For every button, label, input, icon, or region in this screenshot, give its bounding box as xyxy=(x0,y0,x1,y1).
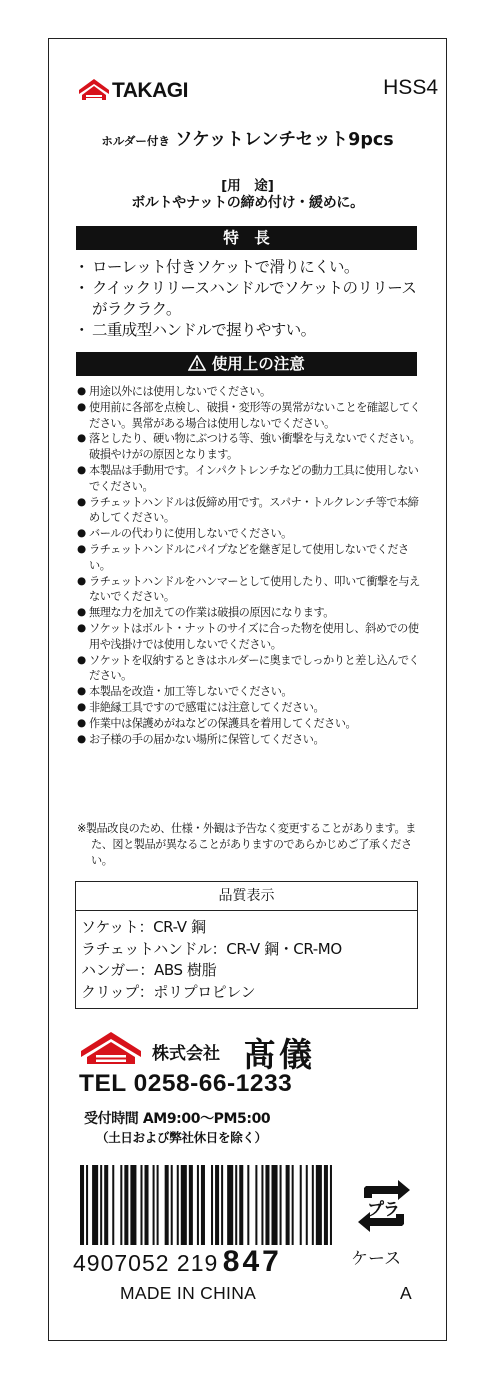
caution-item: ● バールの代わりに使用しないでください。 xyxy=(77,526,425,542)
features-list xyxy=(78,257,423,341)
warning-triangle-icon xyxy=(188,355,206,371)
barcode-bar xyxy=(189,1165,193,1245)
barcode-bar xyxy=(286,1165,290,1245)
product-title xyxy=(48,126,447,151)
company-block xyxy=(80,1031,420,1074)
caution-item: ● ラチェットハンドルにパイプなどを継ぎ足して使用しないでください。 xyxy=(77,542,425,574)
quality-table xyxy=(75,881,418,1009)
barcode-bar xyxy=(227,1165,233,1245)
barcode-bar xyxy=(92,1165,98,1245)
barcode-bar xyxy=(120,1165,122,1245)
caution-item: ● 非絶縁工具ですので感電には注意してください。 xyxy=(77,700,425,716)
feature-item: ・ クイックリリースハンドルでソケットのリリースがラクラク。 xyxy=(78,278,423,320)
barcode-bar xyxy=(100,1165,102,1245)
barcode-bar xyxy=(157,1165,159,1245)
barcode-bar xyxy=(324,1165,328,1245)
barcode-bar xyxy=(80,1165,84,1245)
usage-heading: [用 途] xyxy=(221,178,274,194)
usage-text: ボルトやナットの締め付け・緩めに。 xyxy=(131,195,364,211)
recycle-mark-text: プラ xyxy=(367,1200,399,1220)
barcode-bar xyxy=(171,1165,173,1245)
house-roof-logo-icon xyxy=(80,1031,142,1065)
caution-item: ● お子様の手の届かない場所に保管してください。 xyxy=(77,732,425,748)
barcode-digits-right: 847 xyxy=(222,1245,282,1278)
quality-item: ラチェットハンドル：CR-V 鋼・CR-MO xyxy=(81,939,342,958)
barcode-bar xyxy=(261,1165,263,1245)
recycle-label: ケース xyxy=(351,1249,402,1269)
company-name: 髙儀 xyxy=(243,1035,315,1074)
barcode-bar xyxy=(235,1165,237,1245)
business-hours-note: （土日および弊社休日を除く） xyxy=(96,1130,267,1145)
phone-number: TEL 0258-66-1233 xyxy=(79,1070,293,1097)
title-prefix: ホルダー付き xyxy=(101,134,170,148)
brand-header xyxy=(78,78,438,104)
cautions-heading: 使用上の注意 xyxy=(211,355,305,373)
company-type-label: 株式会社 xyxy=(152,1044,220,1064)
barcode-bar xyxy=(215,1165,219,1245)
caution-item: ● 落としたり、硬い物にぶつける等、強い衝撃を与えないでください。破損やけがの原因となります。 xyxy=(77,431,425,463)
barcode-bar xyxy=(112,1165,114,1245)
caution-item: ● 使用前に各部を点検し、破損・変形等の異常がないことを確認してください。異常がある場合は使用しないでください。 xyxy=(77,400,425,432)
features-heading: 特 長 xyxy=(76,226,417,250)
barcode-bar xyxy=(124,1165,128,1245)
barcode-bar xyxy=(306,1165,308,1245)
caution-item: ● 無理な力を加えての作業は破損の原因になります。 xyxy=(77,605,425,621)
quality-list xyxy=(76,911,417,1003)
quality-item: ハンガー：ABS 樹脂 xyxy=(81,961,217,979)
barcode-bar xyxy=(130,1165,136,1245)
barcode-digits xyxy=(73,1245,282,1279)
barcode-digits-left: 4907052 219 xyxy=(73,1250,219,1276)
cautions-heading-bar xyxy=(76,352,417,376)
caution-item: ● 作業中は保護めがねなどの保護具を着用してください。 xyxy=(77,716,425,732)
quality-heading: 品質表示 xyxy=(76,882,417,911)
barcode-bar xyxy=(211,1165,213,1245)
barcode-bar xyxy=(177,1165,179,1245)
disclaimer-note xyxy=(77,821,425,868)
caution-item: ● ラチェットハンドルは仮締め用です。スパナ・トルクレンチ等で本締めしてください。 xyxy=(77,495,425,527)
brand-logo-text: TAKAGI xyxy=(112,79,188,102)
barcode-bar xyxy=(165,1165,169,1245)
caution-item: ● ラチェットハンドルをハンマーとして使用したり、叩いて衝撃を与えないでください。 xyxy=(77,574,425,606)
barcode-bar xyxy=(316,1165,322,1245)
barcode-bar xyxy=(272,1165,278,1245)
caution-item: ● 本製品は手動用です。インパクトレンチなどの動力工具に使用しないでください。 xyxy=(77,463,425,495)
barcode-bar xyxy=(265,1165,269,1245)
barcode-bar xyxy=(292,1165,294,1245)
quality-item: ソケット：CR-V 鋼 xyxy=(81,918,206,936)
barcode-bar xyxy=(145,1165,149,1245)
model-number: HSS4 xyxy=(383,76,438,99)
caution-item: ● 用途以外には使用しないでください。 xyxy=(77,384,425,400)
barcode-bar xyxy=(330,1165,332,1245)
barcode-bar xyxy=(140,1165,142,1245)
barcode-bar xyxy=(280,1165,282,1245)
barcode-icon xyxy=(80,1165,336,1245)
barcode-bar xyxy=(201,1165,205,1245)
caution-item: ● ソケットはボルト・ナットのサイズに合った物を使用し、斜めでの使用や浅掛けでは使用しないでください。 xyxy=(77,621,425,653)
caution-item: ● 本製品を改造・加工等しないでください。 xyxy=(77,684,425,700)
barcode-bar xyxy=(255,1165,257,1245)
caution-item: ● ソケットを収納するときはホルダーに奥までしっかりと差し込んでください。 xyxy=(77,653,425,685)
disclaimer-text: ※製品改良のため、仕様・外観は予告なく変更することがあります。また、図と製品が異なることがありますのであらかじめご了承ください。 xyxy=(77,822,416,867)
business-hours: 受付時間 AM9:00〜PM5:00 xyxy=(84,1111,271,1127)
feature-item: ・ ローレット付きソケットで滑りにくい。 xyxy=(78,257,423,278)
barcode-bar xyxy=(300,1165,302,1245)
barcode-bar xyxy=(181,1165,187,1245)
barcode-bar xyxy=(239,1165,243,1245)
barcode-bar xyxy=(86,1165,88,1245)
title-main: ソケットレンチセット9pcs xyxy=(174,130,394,150)
quality-item: クリップ：ポリプロピレン xyxy=(81,982,256,1001)
plastic-recycle-icon xyxy=(352,1176,416,1236)
feature-item: ・ 二重成型ハンドルで握りやすい。 xyxy=(78,320,423,341)
barcode-bar xyxy=(221,1165,223,1245)
lot-code: A xyxy=(400,1283,412,1303)
country-of-origin: MADE IN CHINA xyxy=(120,1283,257,1303)
barcode-bar xyxy=(197,1165,199,1245)
house-roof-logo-icon xyxy=(78,78,110,102)
barcode-bar xyxy=(312,1165,314,1245)
barcode-bar xyxy=(153,1165,155,1245)
cautions-list xyxy=(77,384,425,747)
barcode-bar xyxy=(104,1165,108,1245)
barcode-bar xyxy=(247,1165,249,1245)
